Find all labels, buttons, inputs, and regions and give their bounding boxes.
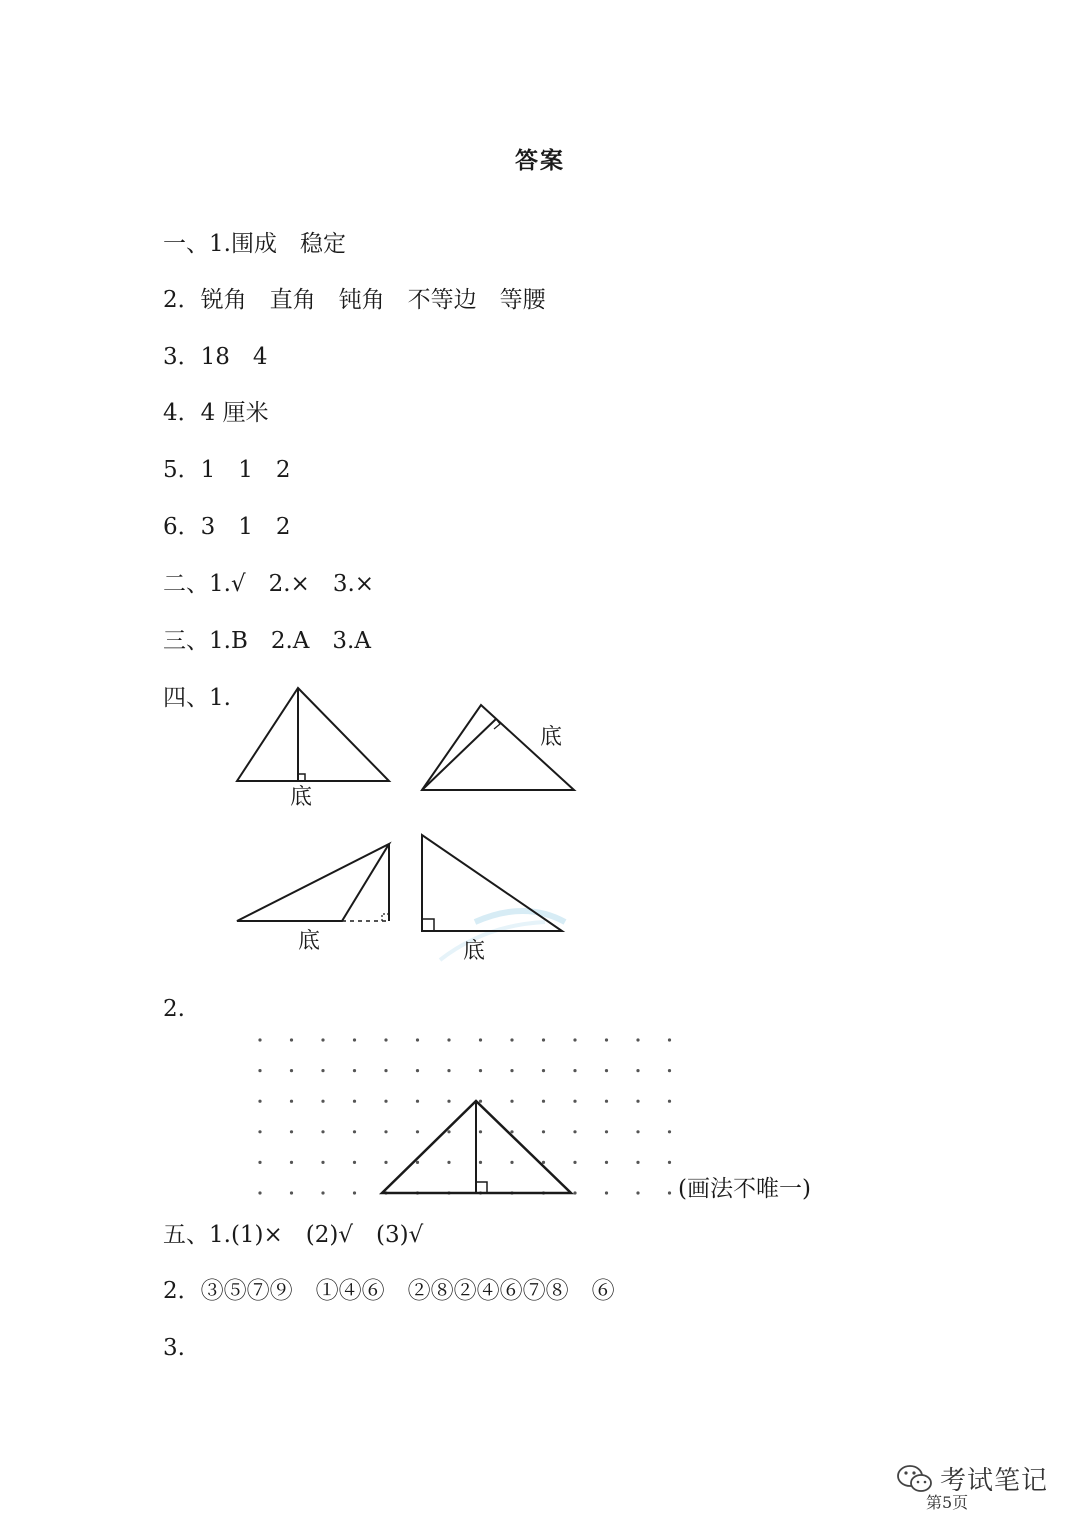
base-label: 底 xyxy=(290,785,313,810)
grid-dot xyxy=(353,1038,356,1041)
grid-dot xyxy=(384,1069,387,1072)
grid-dot xyxy=(321,1069,324,1072)
grid-dot xyxy=(668,1191,671,1194)
grid-dot xyxy=(636,1038,639,1041)
grid-dot xyxy=(636,1191,639,1194)
grid-dot xyxy=(542,1100,545,1103)
answer-line-2: 2．锐角 直角 钝角 不等边 等腰 xyxy=(163,287,546,313)
grid-dot xyxy=(542,1130,545,1133)
grid-dot xyxy=(290,1069,293,1072)
answer-line-12: 2．③⑤⑦⑨ ①④⑥ ②⑧②④⑥⑦⑧ ⑥ xyxy=(163,1278,615,1304)
grid-dot xyxy=(353,1161,356,1164)
grid-dot xyxy=(258,1069,261,1072)
grid-dot xyxy=(258,1100,261,1103)
grid-dot xyxy=(321,1038,324,1041)
grid-dot xyxy=(321,1191,324,1194)
grid-dot xyxy=(447,1069,450,1072)
grid-dot xyxy=(258,1161,261,1164)
grid-dot xyxy=(290,1130,293,1133)
grid-dot xyxy=(605,1038,608,1041)
grid-dot xyxy=(542,1161,545,1164)
grid-dot xyxy=(384,1161,387,1164)
grid-dot xyxy=(605,1191,608,1194)
grid-dot xyxy=(605,1130,608,1133)
grid-dot xyxy=(258,1191,261,1194)
grid-dot xyxy=(258,1130,261,1133)
base-label: 底 xyxy=(540,725,563,750)
grid-dot xyxy=(542,1069,545,1072)
grid-dot xyxy=(510,1069,513,1072)
dot-grid-figure xyxy=(250,1030,680,1205)
grid-dot xyxy=(290,1161,293,1164)
answer-line-1: 一、1.围成 稳定 xyxy=(163,231,346,257)
triangle-figure-1 xyxy=(230,680,400,810)
grid-dot xyxy=(384,1100,387,1103)
grid-dot xyxy=(384,1130,387,1133)
grid-dot xyxy=(510,1161,513,1164)
grid-dot xyxy=(384,1038,387,1041)
grid-dot xyxy=(416,1069,419,1072)
grid-dot xyxy=(573,1038,576,1041)
grid-dot xyxy=(258,1038,261,1041)
grid-dot xyxy=(353,1069,356,1072)
grid-dot xyxy=(321,1161,324,1164)
grid-dot xyxy=(668,1038,671,1041)
drawing-note: (画法不唯一) xyxy=(678,1176,811,1202)
triangle-figure-4 xyxy=(415,830,585,965)
grid-dot xyxy=(668,1100,671,1103)
answer-line-6: 6．3 1 2 xyxy=(163,514,291,540)
triangle-figure-3 xyxy=(230,840,405,955)
page-title: 答案 xyxy=(515,147,565,174)
grid-dot xyxy=(510,1130,513,1133)
answer-line-5: 5．1 1 2 xyxy=(163,457,291,483)
grid-dot xyxy=(636,1161,639,1164)
grid-dot xyxy=(416,1161,419,1164)
grid-dot xyxy=(573,1130,576,1133)
grid-dot xyxy=(321,1130,324,1133)
grid-dot xyxy=(605,1100,608,1103)
watermark-text: 考试笔记 xyxy=(940,1466,1049,1496)
answer-line-10: 2. xyxy=(163,996,185,1022)
grid-dot xyxy=(636,1069,639,1072)
answer-line-4: 4．4 厘米 xyxy=(163,400,269,426)
grid-dot xyxy=(636,1130,639,1133)
answer-line-9: 四、1. xyxy=(163,685,231,711)
grid-dot xyxy=(668,1069,671,1072)
grid-dot xyxy=(542,1038,545,1041)
grid-dot xyxy=(447,1130,450,1133)
grid-dot xyxy=(416,1100,419,1103)
base-label: 底 xyxy=(463,939,486,964)
base-label: 底 xyxy=(298,929,321,954)
grid-dot xyxy=(510,1038,513,1041)
grid-dot xyxy=(447,1161,450,1164)
grid-dot xyxy=(605,1161,608,1164)
answer-line-3: 3．18 4 xyxy=(163,344,268,370)
grid-dot xyxy=(479,1130,482,1133)
grid-dot xyxy=(510,1100,513,1103)
grid-dot xyxy=(321,1100,324,1103)
triangle-figure-2 xyxy=(415,700,585,795)
grid-dot xyxy=(447,1100,450,1103)
answer-line-11: 五、1.(1)× (2)√ (3)√ xyxy=(163,1222,424,1248)
grid-dot xyxy=(353,1100,356,1103)
grid-dot xyxy=(605,1069,608,1072)
answer-line-13: 3. xyxy=(163,1335,185,1361)
grid-dot xyxy=(416,1038,419,1041)
grid-dot xyxy=(416,1130,419,1133)
grid-dot xyxy=(290,1038,293,1041)
grid-dot xyxy=(447,1038,450,1041)
grid-dot xyxy=(668,1130,671,1133)
grid-dot xyxy=(479,1038,482,1041)
grid-dot xyxy=(290,1191,293,1194)
grid-dot xyxy=(573,1069,576,1072)
grid-dot xyxy=(479,1069,482,1072)
grid-dot xyxy=(353,1191,356,1194)
grid-dot xyxy=(668,1161,671,1164)
answer-line-8: 三、1.B 2.A 3.A xyxy=(163,628,371,654)
grid-dot xyxy=(573,1100,576,1103)
grid-dot xyxy=(353,1130,356,1133)
grid-dot xyxy=(636,1100,639,1103)
answer-line-7: 二、1.√ 2.× 3.× xyxy=(163,571,375,597)
grid-dot xyxy=(290,1100,293,1103)
grid-dot xyxy=(479,1161,482,1164)
grid-dot xyxy=(479,1100,482,1103)
grid-dot xyxy=(573,1161,576,1164)
page-number: 第5页 xyxy=(926,1493,969,1512)
